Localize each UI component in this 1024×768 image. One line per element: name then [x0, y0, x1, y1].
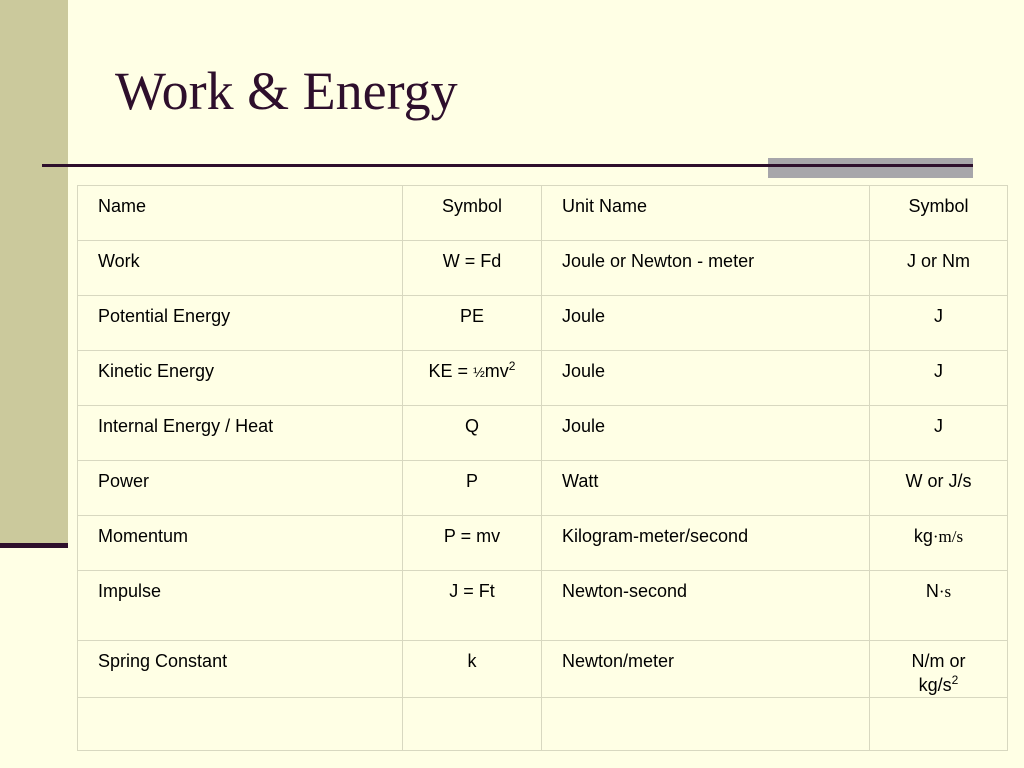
table-row: [78, 641, 1008, 698]
title-accent-bar: [768, 158, 973, 178]
cell-unit-symbol: J: [870, 406, 1008, 461]
cell-unit: Joule: [542, 296, 870, 351]
unit-symbol-exponent: 2: [951, 673, 959, 687]
symbol-half: ½: [473, 364, 485, 380]
cell-symbol: [403, 351, 542, 406]
cell-symbol: PE: [403, 296, 542, 351]
cell-unit: Newton/meter: [542, 641, 870, 698]
table-row-empty: [78, 698, 1008, 751]
cell-empty: [78, 698, 403, 751]
cell-unit: Joule: [542, 351, 870, 406]
left-decor-rule: [0, 543, 68, 548]
table-row: [78, 406, 1008, 461]
cell-unit-symbol: J or Nm: [870, 241, 1008, 296]
header-symbol: Symbol: [403, 186, 542, 241]
cell-unit-symbol: [870, 641, 1008, 698]
cell-empty: [403, 698, 542, 751]
cell-name: Momentum: [78, 516, 403, 571]
table-row: [78, 241, 1008, 296]
table-row: [78, 351, 1008, 406]
cell-unit: Watt: [542, 461, 870, 516]
symbol-prefix: KE =: [428, 361, 474, 381]
unit-symbol-ms: ·m/s: [932, 527, 964, 546]
cell-name: Power: [78, 461, 403, 516]
cell-empty: [870, 698, 1008, 751]
header-unit-symbol: Symbol: [870, 186, 1008, 241]
left-decor-band: [0, 0, 68, 546]
table-row: [78, 516, 1008, 571]
cell-symbol: J = Ft: [403, 571, 542, 641]
cell-symbol: Q: [403, 406, 542, 461]
unit-symbol-s: ·s: [938, 582, 952, 601]
table-row: [78, 571, 1008, 641]
cell-symbol: W = Fd: [403, 241, 542, 296]
table-row: [78, 296, 1008, 351]
cell-symbol: P = mv: [403, 516, 542, 571]
table-header-row: [78, 186, 1008, 241]
unit-symbol-kgs: kg/s: [918, 675, 952, 695]
cell-name: Internal Energy / Heat: [78, 406, 403, 461]
energy-table: [77, 185, 1008, 751]
unit-symbol-n: N: [925, 581, 939, 601]
symbol-base: mv: [484, 361, 509, 381]
cell-name: Work: [78, 241, 403, 296]
cell-name: Kinetic Energy: [78, 351, 403, 406]
cell-unit: Kilogram-meter/second: [542, 516, 870, 571]
unit-symbol-line1: N/m or: [911, 651, 966, 671]
cell-unit-symbol: J: [870, 296, 1008, 351]
cell-unit-symbol: W or J/s: [870, 461, 1008, 516]
cell-unit: Joule or Newton - meter: [542, 241, 870, 296]
header-unit-name: Unit Name: [542, 186, 870, 241]
symbol-exponent: 2: [508, 359, 516, 373]
cell-name: Potential Energy: [78, 296, 403, 351]
cell-unit: Newton-second: [542, 571, 870, 641]
table-row: [78, 461, 1008, 516]
cell-empty: [542, 698, 870, 751]
slide-title: Work & Energy: [115, 61, 458, 121]
cell-unit-symbol: [870, 516, 1008, 571]
unit-symbol-line2: [880, 673, 997, 697]
cell-unit-symbol: J: [870, 351, 1008, 406]
unit-symbol-kg: kg: [913, 526, 933, 546]
header-name: Name: [78, 186, 403, 241]
cell-name: Impulse: [78, 571, 403, 641]
cell-name: Spring Constant: [78, 641, 403, 698]
cell-unit-symbol: [870, 571, 1008, 641]
cell-unit: Joule: [542, 406, 870, 461]
cell-symbol: k: [403, 641, 542, 698]
cell-symbol: P: [403, 461, 542, 516]
